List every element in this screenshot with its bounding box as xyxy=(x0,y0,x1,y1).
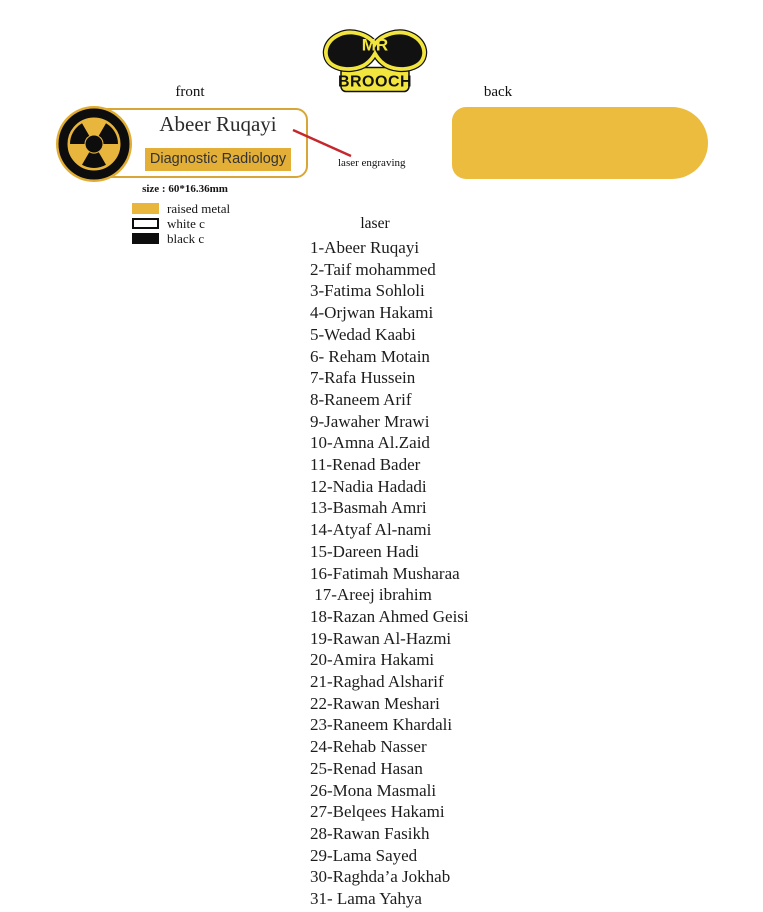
legend-row-black xyxy=(132,231,230,246)
list-item: 21-Raghad Alsharif xyxy=(310,672,444,692)
legend-row-raised-metal xyxy=(132,201,230,216)
list-item: 7-Rafa Hussein xyxy=(310,368,416,388)
back-label: back xyxy=(483,84,513,100)
list-item: 18-Razan Ahmed Geisi xyxy=(310,606,469,626)
laser-engraving-label: laser engraving xyxy=(338,157,406,169)
list-item: 16-Fatimah Musharaa xyxy=(310,563,460,583)
brand-logo xyxy=(316,26,434,94)
list-item: 2-Taif mohammed xyxy=(310,259,436,279)
list-item: 14-Atyaf Al-nami xyxy=(310,520,432,540)
list-item: 19-Rawan Al-Hazmi xyxy=(310,628,452,648)
list-item: 29-Lama Sayed xyxy=(310,845,418,865)
legend-label: black c xyxy=(167,231,205,246)
radiation-icon xyxy=(55,105,133,183)
list-item: 8-Raneem Arif xyxy=(310,389,412,409)
list-item: 3-Fatima Sohloli xyxy=(310,281,425,301)
list-item: 5-Wedad Kaabi xyxy=(310,324,416,344)
list-item: 12-Nadia Hadadi xyxy=(310,476,427,496)
badge-specialty-box: Diagnostic Radiology xyxy=(145,148,291,171)
front-badge-preview xyxy=(55,105,313,183)
list-item: 27-Belqees Hakami xyxy=(310,802,445,822)
list-item: 24-Rehab Nasser xyxy=(310,737,427,757)
back-plate-preview xyxy=(452,107,708,179)
laser-names-list xyxy=(310,237,469,910)
legend-row-white xyxy=(132,216,230,231)
list-header: laser xyxy=(360,215,390,232)
list-item: 30-Raghda’a Jokhab xyxy=(310,867,451,887)
list-item: 1-Abeer Ruqayi xyxy=(310,238,420,257)
list-item: 28-Rawan Fasikh xyxy=(310,823,430,843)
legend-label: raised metal xyxy=(167,201,231,216)
raised-metal-swatch xyxy=(132,203,159,214)
list-item: 15-Dareen Hadi xyxy=(310,541,420,561)
logo-brooch-text: BROOCH xyxy=(337,73,413,91)
list-item: 9-Jawaher Mrawi xyxy=(310,411,430,431)
size-note: size : 60*16.36mm xyxy=(142,183,228,195)
list-item: 6- Reham Motain xyxy=(310,346,430,366)
black-color-swatch xyxy=(132,233,159,244)
logo-mr-text: MR xyxy=(361,35,389,55)
list-item: 25-Renad Hasan xyxy=(310,758,423,778)
badge-name-text: Abeer Ruqayi xyxy=(159,112,277,136)
list-item: 4-Orjwan Hakami xyxy=(310,303,434,323)
list-item: 17-Areej ibrahim xyxy=(310,585,432,605)
list-item: 31- Lama Yahya xyxy=(310,889,422,909)
list-item: 26-Mona Masmali xyxy=(310,780,437,800)
list-item: 10-Amna Al.Zaid xyxy=(310,433,430,453)
legend-label: white c xyxy=(167,216,205,231)
front-label: front xyxy=(175,84,205,100)
legend xyxy=(132,201,230,246)
mustache-logo-icon xyxy=(316,26,434,94)
list-item: 13-Basmah Amri xyxy=(310,498,427,518)
list-item: 11-Renad Bader xyxy=(310,455,421,475)
list-item: 23-Raneem Khardali xyxy=(310,715,453,735)
list-item: 20-Amira Hakami xyxy=(310,650,435,670)
list-item: 22-Rawan Meshari xyxy=(310,693,440,713)
white-color-swatch xyxy=(132,218,159,229)
